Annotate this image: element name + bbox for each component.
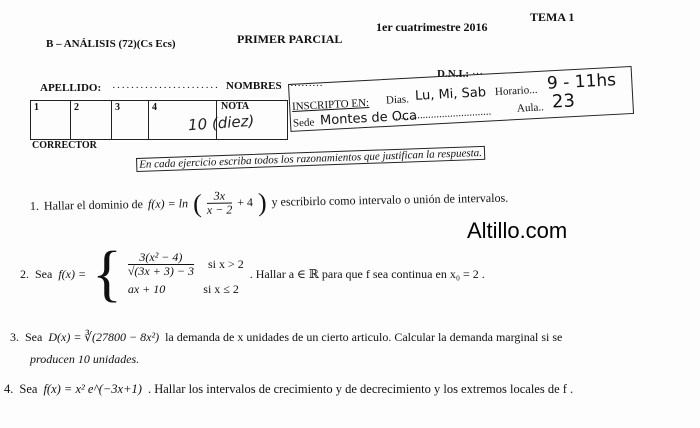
exam-title: PRIMER PARCIAL bbox=[237, 32, 343, 46]
aula-label bbox=[517, 101, 544, 114]
piecewise-cases bbox=[128, 251, 244, 297]
case-1-denominator: √(3x + 3) − 3 bbox=[127, 264, 194, 278]
fraction-denominator: x − 2 bbox=[206, 202, 233, 218]
dias-dots: . bbox=[405, 93, 410, 106]
horario-label bbox=[495, 84, 538, 98]
apellido-label: APELLIDO: bbox=[40, 82, 102, 94]
case-2-expression: ax + 10 bbox=[127, 282, 166, 297]
case-1-numerator: 3(x² − 4) bbox=[128, 251, 194, 265]
exercise-2 bbox=[20, 240, 485, 308]
exercise-2-pre: Sea bbox=[35, 266, 53, 281]
aula-value[interactable]: 23 bbox=[551, 90, 576, 113]
exercise-3 bbox=[10, 330, 562, 345]
divider bbox=[111, 100, 112, 140]
watermark: Altillo.com bbox=[467, 218, 568, 243]
nombres-label: NOMBRES bbox=[226, 80, 282, 92]
instruction: En cada ejercicio escriba todos los razonamientos que justifican la respuesta. bbox=[136, 146, 485, 172]
case-2 bbox=[128, 282, 244, 297]
exercise-4-number: 4. bbox=[4, 382, 14, 396]
divider bbox=[148, 100, 149, 140]
inscripto-label: INSCRIPTO EN: bbox=[291, 96, 370, 114]
exercise-3-line2: producen 10 unidades. bbox=[30, 352, 140, 366]
exercise-2-fx: f(x) = bbox=[58, 266, 87, 281]
case-1 bbox=[128, 251, 244, 278]
box-label-3: 3 bbox=[115, 102, 120, 113]
exam-tema: TEMA 1 bbox=[530, 10, 575, 24]
exercise-1-fraction bbox=[206, 189, 232, 217]
corrector-label: CORRECTOR bbox=[32, 140, 97, 151]
left-brace: { bbox=[92, 240, 122, 308]
exam-period: 1er cuatrimestre 2016 bbox=[376, 20, 488, 34]
exercise-2-post: . Hallar a ∈ ℝ para que f sea continua en x₀ = 2 . bbox=[249, 266, 485, 281]
sede-label: Sede bbox=[292, 116, 315, 130]
exercise-4-pre: Sea bbox=[19, 382, 38, 396]
exercise-3-number: 3. bbox=[10, 330, 19, 344]
exercise-1-plus: + 4 bbox=[237, 195, 254, 210]
nombres-dots[interactable]: ········· bbox=[290, 80, 323, 92]
fraction-numerator: 3x bbox=[206, 189, 232, 204]
exercise-4-post: . Hallar los intervalos de crecimiento y de decrecimiento y los extremos locales de f . bbox=[147, 382, 574, 396]
dias-label bbox=[386, 93, 410, 106]
horario-dots: ... bbox=[528, 83, 538, 97]
exercise-3-post: la demanda de x unidades de un cierto articulo. Calcular la demanda marginal si se bbox=[165, 330, 563, 344]
box-label-1: 1 bbox=[34, 102, 39, 113]
course-title: B – ANÁLISIS (72)(Cs Ecs) bbox=[46, 38, 176, 50]
sede-dots: ................................... bbox=[394, 105, 492, 123]
nota-value: 10 (diez) bbox=[187, 111, 255, 135]
exercise-3-fx: D(x) = ∛(27800 − 8x²) bbox=[48, 330, 160, 344]
dni-dots[interactable]: ··· bbox=[472, 68, 483, 80]
box-label-4: 4 bbox=[152, 102, 157, 113]
exercise-3-pre: Sea bbox=[25, 330, 43, 344]
divider bbox=[70, 100, 71, 140]
close-paren: ) bbox=[257, 187, 267, 217]
dias-value[interactable]: Lu, Mi, Sab bbox=[414, 85, 487, 104]
exercise-2-number: 2. bbox=[20, 266, 29, 281]
exercise-4-fx: f(x) = x² e^(−3x+1) bbox=[43, 382, 142, 396]
dni-label: D.N.I.: bbox=[437, 68, 470, 80]
exercise-1-post: y escribirlo como intervalo o unión de intervalos. bbox=[271, 190, 509, 209]
exercise-1 bbox=[30, 185, 509, 221]
case-2-condition: si x ≤ 2 bbox=[203, 282, 239, 297]
sede-value[interactable]: Montes de Oca bbox=[319, 108, 418, 129]
horario-text: Horario bbox=[494, 84, 530, 99]
case-1-fraction bbox=[128, 251, 194, 278]
aula-dots: .. bbox=[538, 101, 545, 114]
exercise-1-fx: f(x) = ln bbox=[147, 196, 189, 212]
exercise-1-number: 1. bbox=[29, 199, 40, 214]
nota-label: NOTA bbox=[221, 101, 250, 112]
aula-text: Aula bbox=[516, 101, 539, 115]
apellido-dots[interactable]: ······················· bbox=[112, 82, 220, 94]
case-1-condition: si x > 2 bbox=[207, 257, 244, 271]
exercise-1-pre: Hallar el dominio de bbox=[43, 197, 144, 213]
horario-value[interactable]: 9 - 11hs bbox=[546, 70, 617, 94]
box-label-2: 2 bbox=[74, 102, 79, 113]
exercise-4 bbox=[4, 382, 573, 397]
dias-text: Dias bbox=[385, 93, 407, 107]
open-paren: ( bbox=[192, 188, 202, 218]
